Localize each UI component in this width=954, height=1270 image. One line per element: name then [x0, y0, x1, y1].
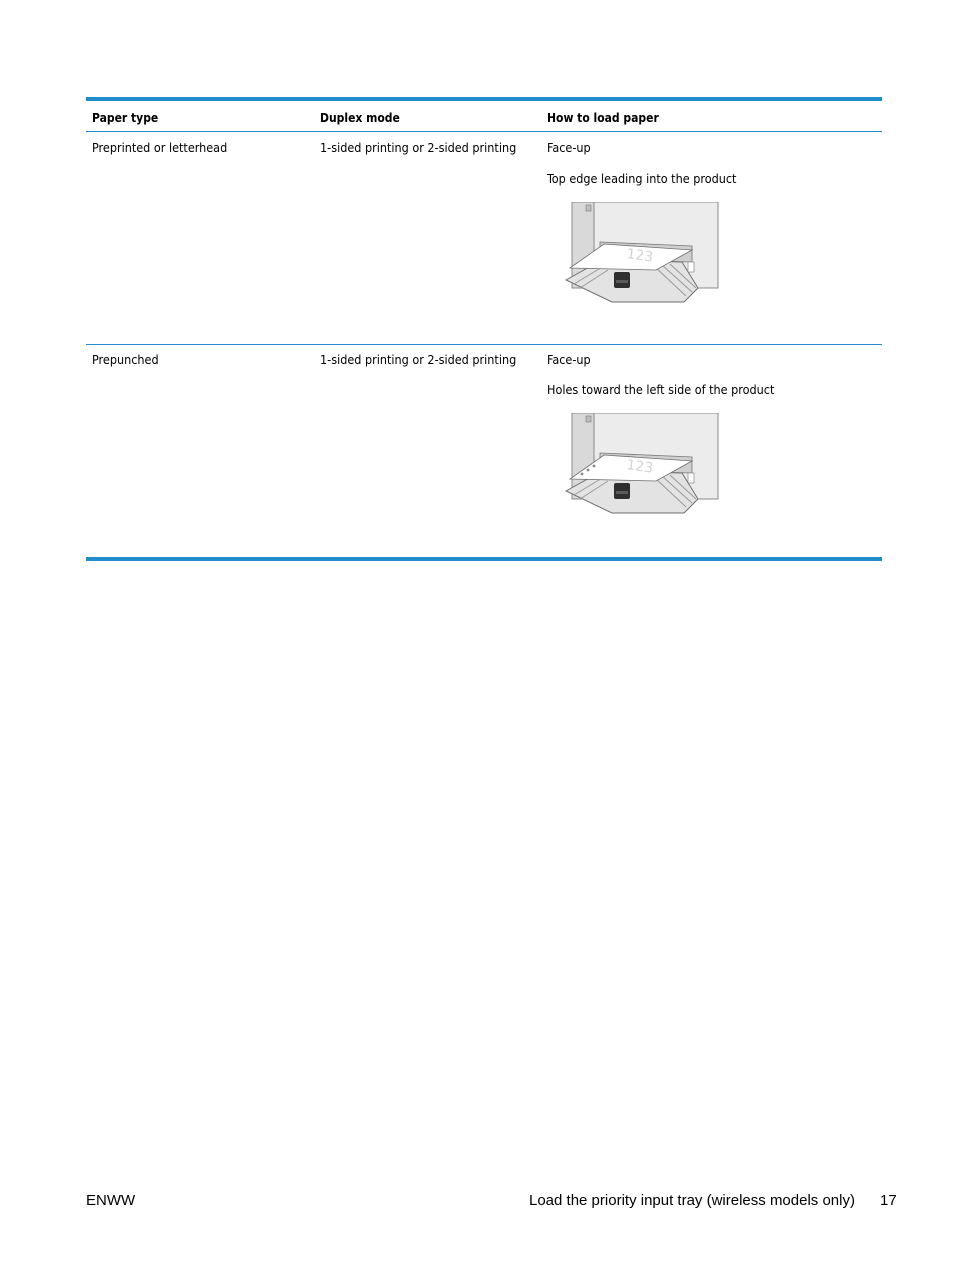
- paper-type-cell: Preprinted or letterhead: [92, 140, 228, 155]
- header-paper-type: Paper type: [92, 111, 159, 125]
- header-duplex-mode: Duplex mode: [320, 111, 400, 125]
- punch-hole-icon: [581, 473, 584, 476]
- paper-loading-table: [86, 97, 882, 561]
- load-holes-text: Holes toward the left side of the product: [547, 382, 775, 397]
- duplex-mode-cell: 1-sided printing or 2-sided printing: [320, 352, 517, 367]
- paper-print-label: 123: [625, 246, 655, 266]
- page-number: 17: [880, 1192, 897, 1209]
- table-row: [86, 132, 882, 345]
- printer-tray-paper-holes-left-illustration: [564, 413, 720, 517]
- load-edge-text: Top edge leading into the product: [547, 171, 737, 186]
- table-header-row: [86, 101, 882, 132]
- load-orientation-text: Face-up: [547, 352, 591, 367]
- punch-hole-icon: [593, 465, 596, 468]
- header-how-to-load: How to load paper: [547, 111, 659, 125]
- paper-type-cell: Prepunched: [92, 352, 159, 367]
- printer-tray-paper-top-edge-illustration: [564, 202, 720, 306]
- paper-print-label: 123: [625, 457, 655, 477]
- footer-label: ENWW: [86, 1192, 136, 1209]
- punch-hole-icon: [587, 469, 590, 472]
- table-row: [86, 345, 882, 557]
- duplex-mode-cell: 1-sided printing or 2-sided printing: [320, 140, 517, 155]
- footer-section-title: Load the priority input tray (wireless models only): [529, 1192, 855, 1209]
- load-orientation-text: Face-up: [547, 140, 591, 155]
- table-bottom-rule: [86, 557, 882, 561]
